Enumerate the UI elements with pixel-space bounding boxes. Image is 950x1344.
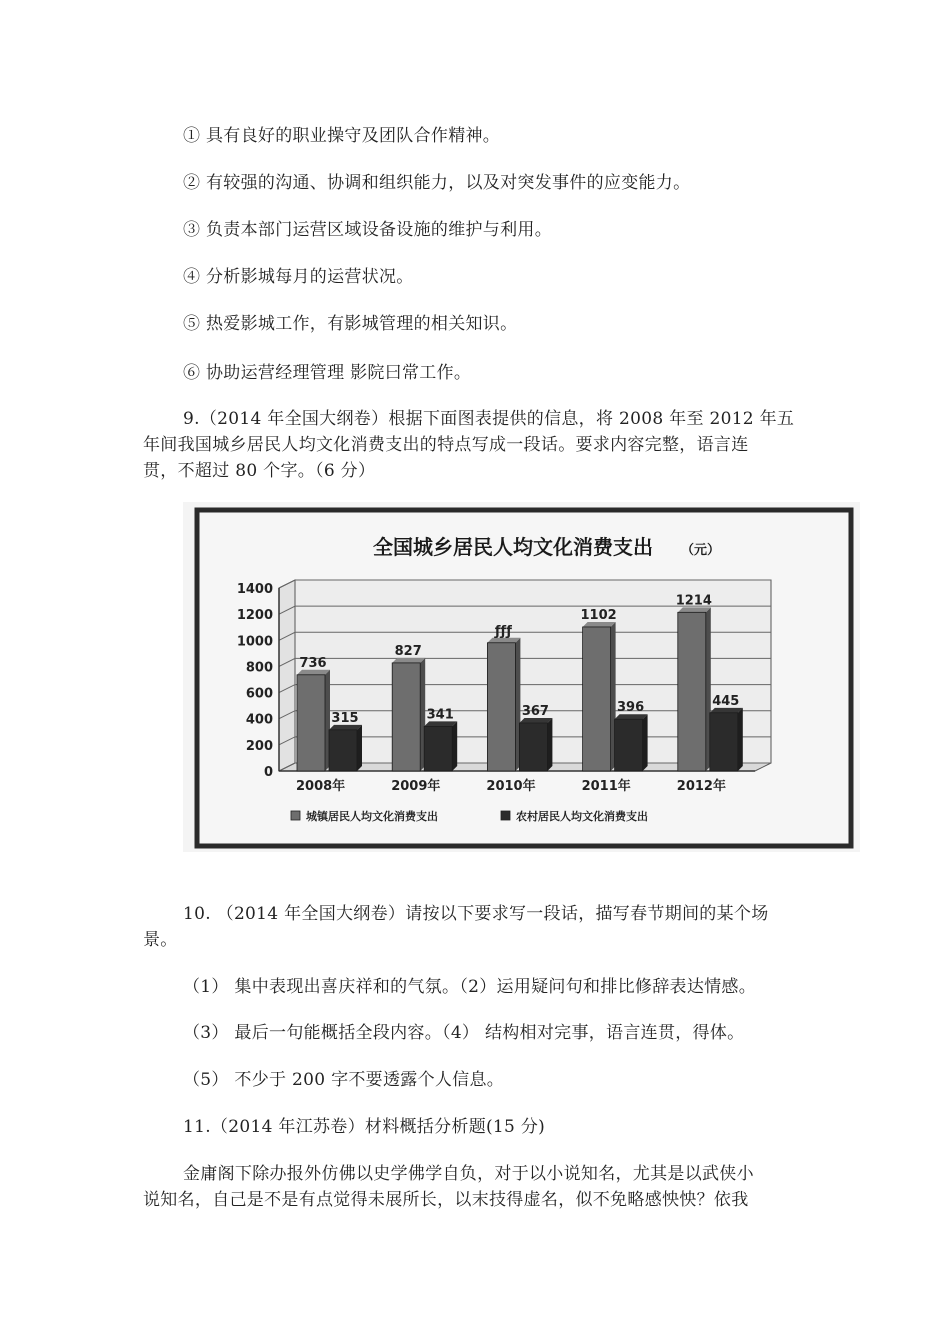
x-tick-label: 2009年 [391, 779, 441, 794]
data-label: 445 [712, 693, 740, 709]
x-tick-label: 2011年 [581, 779, 631, 794]
y-tick-label: 1400 [236, 582, 273, 597]
data-label: 341 [426, 707, 454, 723]
bar [519, 723, 547, 771]
list-item-6: ⑥ 协助运营经理管理 影院曰常工作。 [183, 363, 472, 383]
y-tick-label: 800 [245, 660, 273, 676]
bar [297, 675, 325, 771]
data-label: 827 [394, 643, 422, 659]
data-label: 1102 [580, 607, 617, 623]
question-9-line-2: 年间我国城乡居民人均文化消费支出的特点写成一段话。要求内容完整，语言连 [143, 435, 749, 455]
chart-side-wall [279, 580, 295, 771]
list-item-1: ① 具有良好的职业操守及团队合作精神。 [183, 126, 501, 146]
y-tick-label: 0 [263, 765, 273, 780]
question-10-requirement-2: （3） 最后一句能概括全段内容。（4） 结构相对完事，语言连贯，得体。 [183, 1023, 745, 1043]
data-label: ƒƒƒ [494, 623, 512, 639]
y-tick-label: 400 [245, 712, 273, 728]
list-item-3: ③ 负责本部门运营区域设备设施的维护与利用。 [183, 220, 553, 240]
x-tick-label: 2012年 [676, 779, 726, 794]
data-label: 315 [331, 710, 359, 726]
x-tick-label: 2008年 [296, 779, 346, 794]
question-9-line-3: 贯，不超过 80 个字。（6 分） [143, 461, 376, 481]
bar-side [357, 725, 362, 771]
bar [615, 719, 643, 771]
question-10-requirement-1: （1） 集中表现出喜庆祥和的气氛。（2）运用疑问句和排比修辞表达情感。 [183, 977, 757, 997]
bar-side [738, 708, 743, 771]
y-tick-label: 1000 [236, 634, 273, 650]
question-10-line-2: 景。 [143, 930, 178, 950]
data-label: 736 [299, 655, 327, 671]
bar [424, 726, 452, 771]
list-item-5: ⑤ 热爱影城工作，有影城管理的相关知识。 [183, 314, 518, 334]
legend-swatch [501, 811, 510, 820]
x-tick-label: 2010年 [486, 779, 536, 794]
list-item-4: ④ 分析影城每月的运营状况。 [183, 267, 414, 287]
data-label: 367 [521, 704, 549, 720]
chart-title-unit: （元） [681, 543, 721, 558]
chart-title: 全国城乡居民人均文化消费支出 [373, 535, 653, 559]
question-11-heading: 11.（2014 年江苏卷）材料概括分析题(15 分) [183, 1117, 546, 1137]
bar [487, 643, 515, 771]
bar-chart-figure [183, 502, 860, 852]
bar [329, 730, 357, 771]
data-label: 1214 [675, 593, 712, 609]
question-11-paragraph-line-1: 金庸阁下除办报外仿佛以史学佛学自负，对于以小说知名，尤其是以武侠小 [183, 1164, 754, 1184]
data-label: 396 [617, 700, 645, 716]
bar [678, 612, 706, 771]
bar-chart [183, 502, 860, 852]
legend-label: 农村居民人均文化消费支出 [516, 810, 648, 823]
legend-label: 城镇居民人均文化消费支出 [306, 810, 438, 823]
bar [710, 713, 738, 771]
question-9-line-1: 9.（2014 年全国大纲卷）根据下面图表提供的信息，将 2008 年至 2012 年五 [183, 409, 795, 429]
y-tick-label: 600 [245, 686, 273, 702]
bar-side [452, 721, 457, 771]
question-10-line-1: 10. （2014 年全国大纲卷）请按以下要求写一段话，描写春节期间的某个场 [183, 904, 769, 924]
y-tick-label: 200 [245, 738, 273, 754]
bar [392, 663, 420, 771]
legend-swatch [291, 811, 300, 820]
y-tick-label: 1200 [236, 608, 273, 624]
list-item-2: ② 有较强的沟通、协调和组织能力，以及对突发事件的应变能力。 [183, 173, 691, 193]
bar [583, 627, 611, 771]
bar-side [547, 718, 552, 771]
question-11-paragraph-line-2: 说知名，自己是不是有点觉得未展所长，以末技得虚名，似不免略感怏怏？依我 [143, 1190, 749, 1210]
bar-side [643, 714, 648, 771]
question-10-requirement-3: （5） 不少于 200 字不要透露个人信息。 [183, 1070, 505, 1090]
